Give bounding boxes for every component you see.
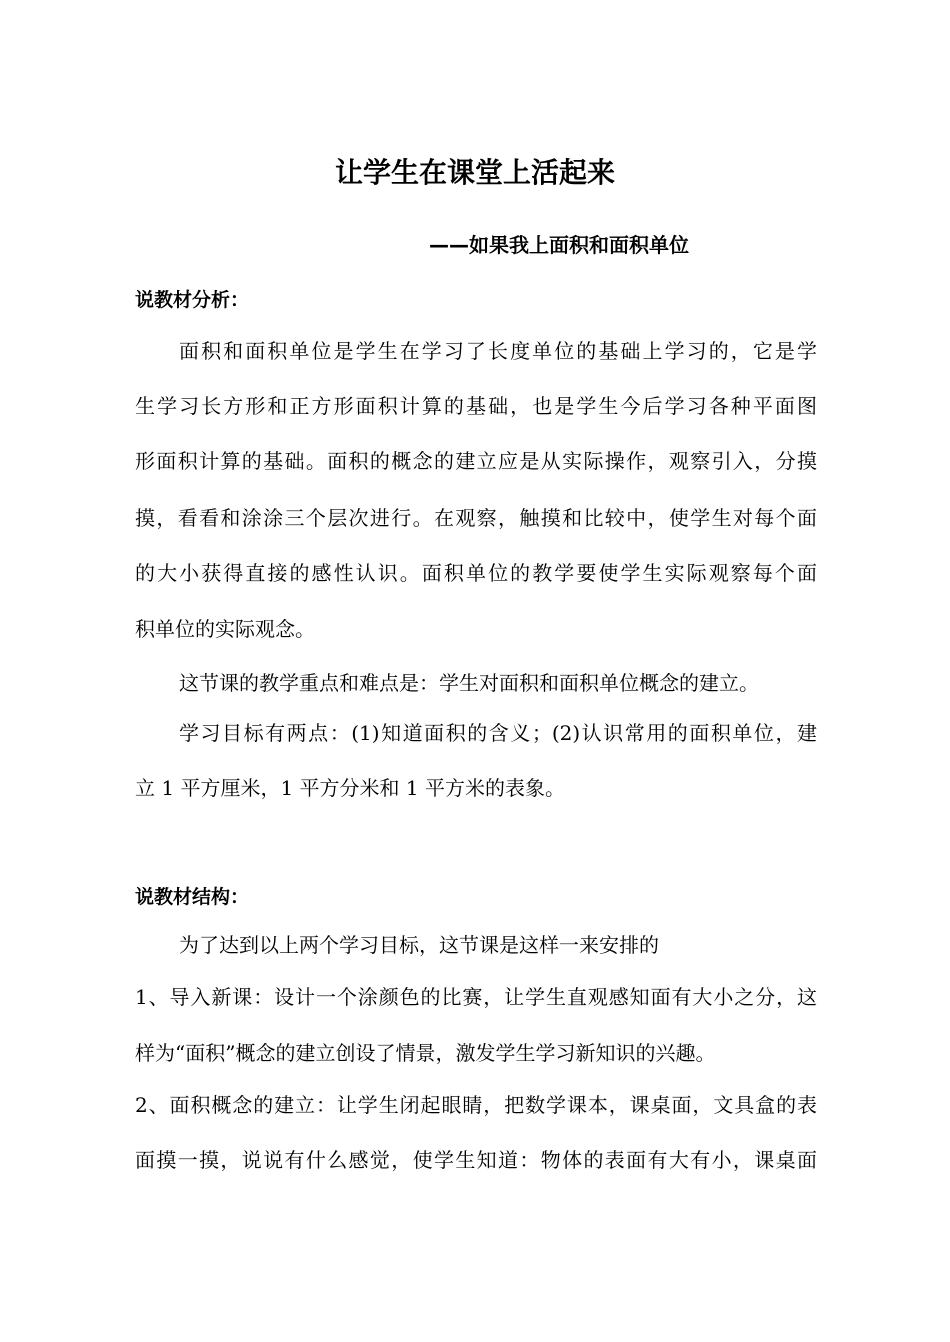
paragraph-line: 立 1 平方厘米，1 平方分米和 1 平方米的表象。 [135, 776, 565, 800]
paragraph-line: 摸，看看和涂涂三个层次进行。在观察，触摸和比较中，使学生对每个面 [135, 506, 817, 530]
paragraph-line: 形面积计算的基础。面积的概念的建立应是从实际操作，观察引入，分摸 [135, 449, 817, 473]
paragraph-line: 的大小获得直接的感性认识。面积单位的教学要使学生实际观察每个面 [135, 561, 817, 585]
paragraph-line: 面积和面积单位是学生在学习了长度单位的基础上学习的，它是学 [179, 339, 817, 363]
section-heading-textbook-structure: 说教材结构： [135, 886, 250, 908]
paragraph-line: 生学习长方形和正方形面积计算的基础，也是学生今后学习各种平面图 [135, 394, 817, 418]
paragraph-intro: 为了达到以上两个学习目标，这节课是这样一来安排的 [179, 933, 659, 957]
list-item-line: 1、导入新课：设计一个涂颜色的比赛，让学生直观感知面有大小之分，这 [135, 985, 817, 1009]
document-title: 让学生在课堂上活起来 [334, 156, 615, 189]
paragraph-key-points: 这节课的教学重点和难点是：学生对面积和面积单位概念的建立。 [179, 671, 759, 695]
section-heading-textbook-analysis: 说教材分析： [135, 289, 250, 311]
list-item-line: 样为“面积”概念的建立创设了情景，激发学生学习新知识的兴趣。 [135, 1041, 716, 1065]
list-item-line: 2、面积概念的建立：让学生闭起眼睛，把数学课本，课桌面，文具盒的表 [135, 1093, 817, 1117]
paragraph-line: 积单位的实际观念。 [135, 617, 315, 641]
document-subtitle: ——如果我上面积和面积单位 [429, 233, 689, 257]
paragraph-line: 学习目标有两点：(1)知道面积的含义；(2)认识常用的面积单位，建 [179, 721, 817, 745]
list-item-line: 面摸一摸，说说有什么感觉，使学生知道：物体的表面有大有小，课桌面 [135, 1148, 817, 1172]
